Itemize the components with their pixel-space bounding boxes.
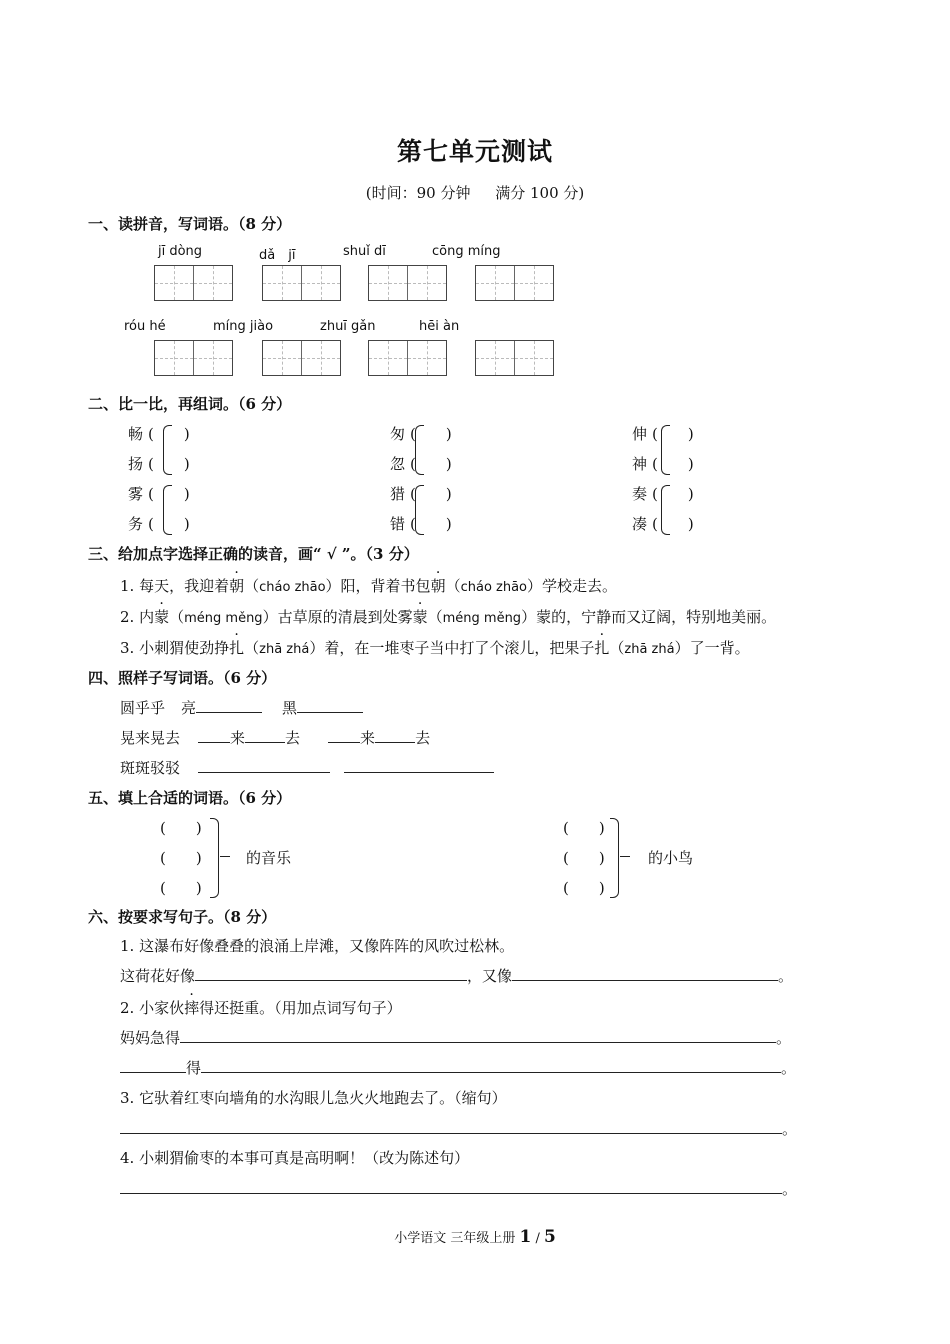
page-footer: 小学语文 三年级上册 1 / 5 bbox=[394, 1227, 556, 1247]
answer-6-4: 。 bbox=[120, 1178, 797, 1199]
answer-blank[interactable]: ( ) bbox=[160, 819, 202, 837]
compare-char: 畅 bbox=[128, 425, 144, 443]
answer-blank[interactable]: ( ) bbox=[148, 485, 190, 503]
answer-6-1: 这荷花好像 ，又像 。 bbox=[120, 967, 794, 985]
pinyin-2-2: míng jiào bbox=[213, 319, 274, 334]
writing-grid[interactable] bbox=[475, 340, 554, 376]
pinyin-1-2: dǎ jī bbox=[259, 248, 296, 263]
page-total: 5 bbox=[543, 1227, 556, 1247]
full-score: 满分 100 分) bbox=[495, 184, 585, 202]
pinyin-2-3: zhuī gǎn bbox=[320, 319, 376, 334]
dotted-char: 摔 bbox=[184, 999, 200, 1017]
pinyin-2-1: róu hé bbox=[124, 319, 166, 334]
pinyin-choice[interactable]: cháo zhāo bbox=[460, 580, 528, 595]
pinyin-1-3: shuǐ dī bbox=[343, 244, 386, 259]
question-6-4: 4. 小刺猬偷枣的本事可真是高明啊！（改为陈述句） bbox=[120, 1149, 470, 1167]
section-2-heading: 二、比一比，再组词。（6 分） bbox=[88, 395, 292, 413]
answer-blank[interactable]: ( ) bbox=[410, 425, 452, 443]
answer-blank[interactable]: ( ) bbox=[563, 819, 605, 837]
question-3-2: 2. 内蒙（méng měng）古草原的清晨到处雾蒙（méng měng）蒙的，宁静而又辽阔，特别地美丽。 bbox=[120, 608, 777, 626]
answer-blank[interactable] bbox=[344, 757, 494, 773]
compare-char: 扬 bbox=[128, 455, 144, 473]
answer-blank[interactable] bbox=[120, 1178, 782, 1194]
writing-grid[interactable] bbox=[475, 265, 554, 301]
brace-tip bbox=[620, 856, 630, 857]
question-3-1: 1. 每天，我迎着朝（cháo zhāo）阳，背着书包朝（cháo zhāo）学校走去。 bbox=[120, 577, 618, 595]
compare-char: 匆 bbox=[390, 425, 406, 443]
compare-char: 伸 bbox=[632, 425, 648, 443]
compare-char: 凑 bbox=[632, 515, 648, 533]
answer-6-3: 。 bbox=[120, 1118, 797, 1139]
brace bbox=[415, 425, 424, 475]
question-6-1: 1. 这瀑布好像叠叠的浪涌上岸滩，又像阵阵的风吹过松林。 bbox=[120, 937, 515, 955]
pinyin-2-4: hēi àn bbox=[419, 319, 460, 334]
pinyin-choice[interactable]: zhā zhá bbox=[624, 642, 675, 657]
writing-grid[interactable] bbox=[368, 265, 447, 301]
example-row-2: 晃来晃去 来 去 来 去 bbox=[120, 729, 431, 747]
pinyin-choice[interactable]: cháo zhāo bbox=[259, 580, 326, 595]
compare-char: 忽 bbox=[390, 455, 406, 473]
dotted-char: 朝 bbox=[229, 577, 245, 595]
brace bbox=[661, 425, 670, 475]
pinyin-1-4: cōng míng bbox=[432, 244, 501, 259]
question-6-2: 2. 小家伙摔得还挺重。（用加点词写句子） bbox=[120, 999, 402, 1017]
answer-blank[interactable]: ( ) bbox=[652, 455, 694, 473]
answer-6-2b: 得 。 bbox=[120, 1057, 796, 1078]
brace bbox=[210, 818, 219, 898]
pinyin-choice[interactable]: méng měng bbox=[184, 611, 263, 626]
pinyin-choice[interactable]: méng měng bbox=[442, 611, 522, 626]
answer-blank[interactable]: ( ) bbox=[160, 879, 202, 897]
phrase-bird: 的小鸟 bbox=[648, 849, 694, 867]
section-6-heading: 六、按要求写句子。（8 分） bbox=[88, 908, 277, 926]
dotted-char: 蒙 bbox=[154, 608, 170, 626]
answer-blank[interactable]: ( ) bbox=[148, 455, 190, 473]
answer-blank[interactable]: ( ) bbox=[410, 515, 452, 533]
answer-blank[interactable]: ( ) bbox=[148, 425, 190, 443]
writing-grid[interactable] bbox=[154, 265, 233, 301]
answer-blank[interactable]: ( ) bbox=[410, 455, 452, 473]
answer-blank[interactable] bbox=[180, 1027, 776, 1043]
answer-blank[interactable] bbox=[512, 965, 778, 981]
answer-blank[interactable]: ( ) bbox=[652, 425, 694, 443]
answer-blank[interactable] bbox=[196, 697, 262, 713]
compare-char: 猎 bbox=[390, 485, 406, 503]
dotted-char: 扎 bbox=[594, 639, 610, 657]
compare-char: 神 bbox=[632, 455, 648, 473]
brace bbox=[661, 485, 670, 535]
dotted-char: 扎 bbox=[229, 639, 245, 657]
writing-grid[interactable] bbox=[154, 340, 233, 376]
answer-blank[interactable]: ( ) bbox=[410, 485, 452, 503]
answer-blank[interactable]: ( ) bbox=[160, 849, 202, 867]
answer-6-2a: 妈妈急得 。 bbox=[120, 1029, 792, 1047]
section-1-heading: 一、读拼音，写词语。（8 分） bbox=[88, 215, 292, 233]
phrase-music: 的音乐 bbox=[246, 849, 292, 867]
answer-blank[interactable]: ( ) bbox=[652, 515, 694, 533]
answer-blank[interactable]: ( ) bbox=[148, 515, 190, 533]
answer-blank[interactable] bbox=[375, 727, 415, 743]
section-3-heading: 三、给加点字选择正确的读音，画“ √ ”。（3 分） bbox=[88, 545, 419, 563]
answer-blank[interactable] bbox=[198, 727, 230, 743]
brace bbox=[163, 485, 172, 535]
pinyin-1-1: jī dòng bbox=[158, 244, 203, 259]
answer-blank[interactable] bbox=[245, 727, 285, 743]
dotted-char: 蒙 bbox=[412, 608, 428, 626]
example-row-1: 圆乎乎 亮 黑 bbox=[120, 697, 363, 718]
brace-tip bbox=[220, 856, 230, 857]
brace bbox=[415, 485, 424, 535]
answer-blank[interactable] bbox=[328, 727, 360, 743]
writing-grid[interactable] bbox=[262, 340, 341, 376]
answer-blank[interactable] bbox=[120, 1118, 782, 1134]
answer-blank[interactable] bbox=[297, 697, 363, 713]
compare-char: 错 bbox=[390, 515, 406, 533]
dotted-char: 朝 bbox=[430, 577, 446, 595]
writing-grid[interactable] bbox=[368, 340, 447, 376]
question-6-3: 3. 它驮着红枣向墙角的水沟眼儿急火火地跑去了。（缩句） bbox=[120, 1089, 507, 1107]
question-3-3: 3. 小刺猬使劲挣扎（zhā zhá）着，在一堆枣子当中打了个滚儿，把果子扎（zhā zhá）了一背。 bbox=[120, 639, 750, 657]
brace bbox=[163, 425, 172, 475]
compare-char: 奏 bbox=[632, 485, 648, 503]
compare-char: 务 bbox=[128, 515, 144, 533]
section-5-heading: 五、填上合适的词语。（6 分） bbox=[88, 789, 292, 807]
example-row-3: 斑斑驳驳 bbox=[120, 757, 494, 778]
answer-blank[interactable] bbox=[195, 965, 467, 981]
page-number: 1 bbox=[519, 1227, 532, 1247]
answer-blank[interactable]: ( ) bbox=[563, 849, 605, 867]
compare-char: 雾 bbox=[128, 485, 144, 503]
answer-blank[interactable] bbox=[201, 1057, 781, 1073]
page-title: 第七单元测试 bbox=[396, 137, 553, 166]
time-limit: (时间：90 分钟 bbox=[365, 184, 471, 202]
answer-blank[interactable]: ( ) bbox=[563, 879, 605, 897]
brace bbox=[610, 818, 619, 898]
answer-blank[interactable] bbox=[198, 757, 330, 773]
answer-blank[interactable]: ( ) bbox=[652, 485, 694, 503]
section-4-heading: 四、照样子写词语。（6 分） bbox=[88, 669, 277, 687]
pinyin-choice[interactable]: zhā zhá bbox=[259, 642, 310, 657]
answer-blank[interactable] bbox=[120, 1057, 186, 1073]
writing-grid[interactable] bbox=[262, 265, 341, 301]
exam-info bbox=[0, 182, 950, 203]
